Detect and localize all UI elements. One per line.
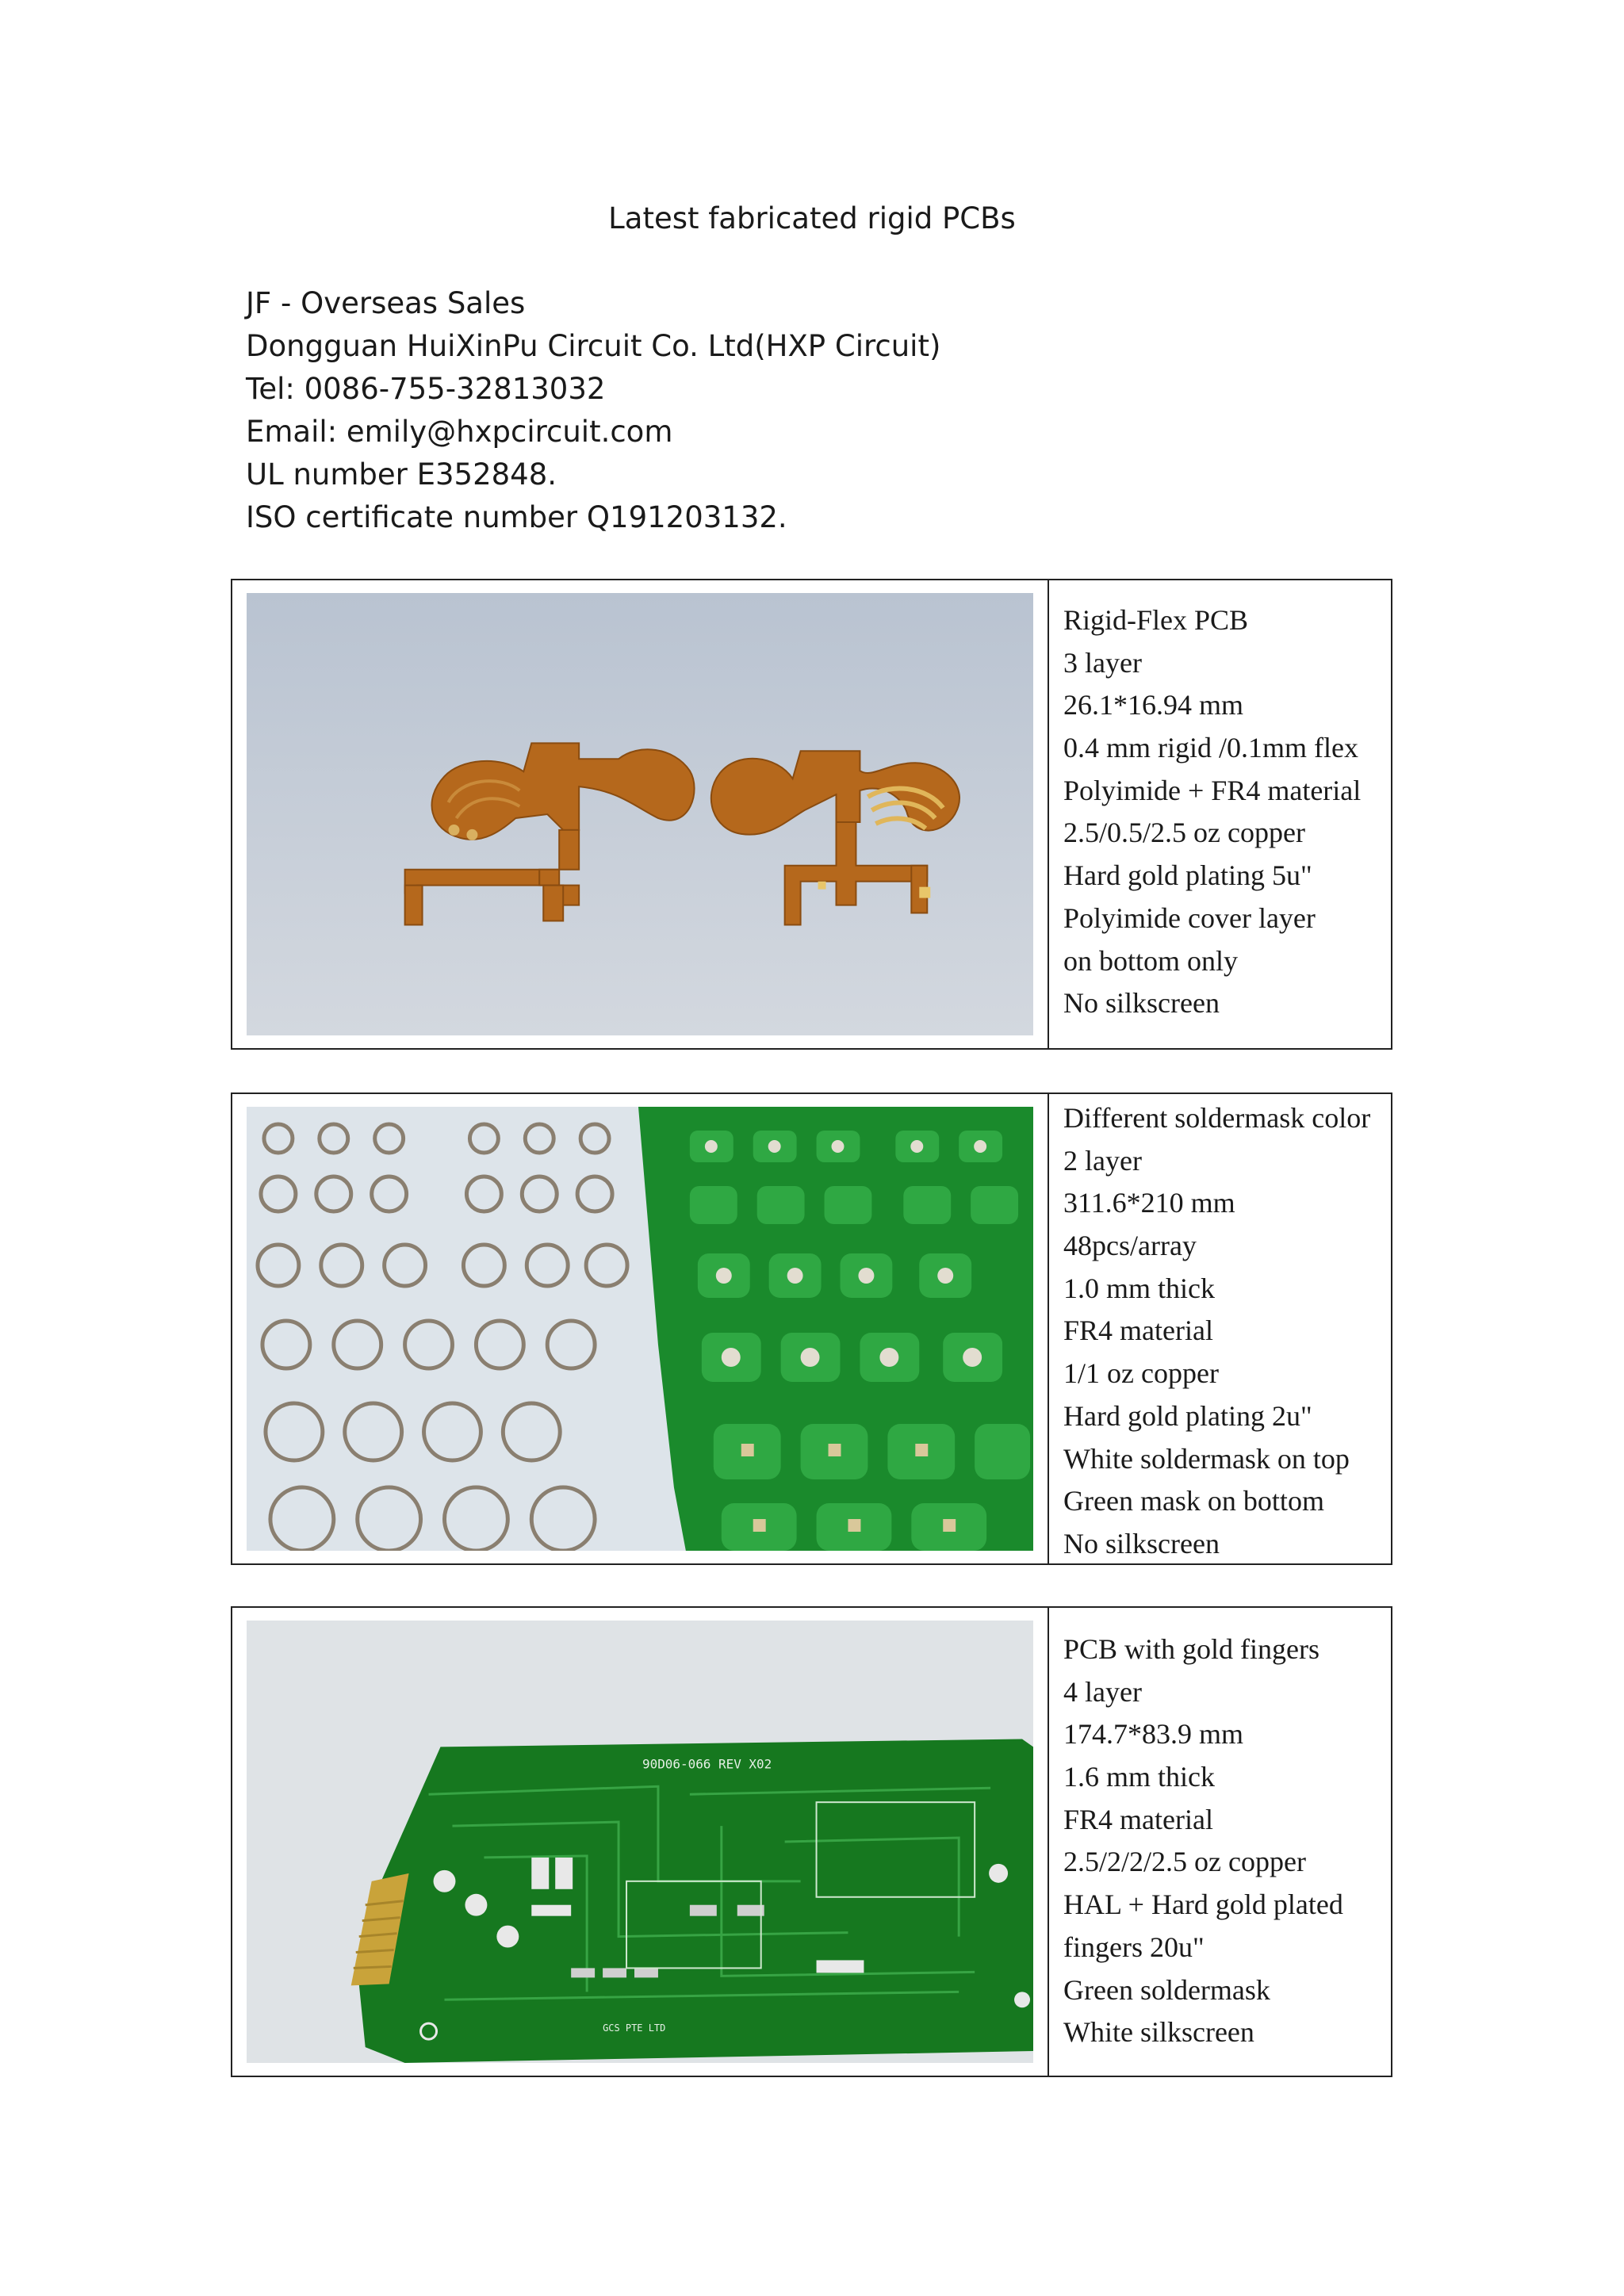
product-photo-cell <box>232 1608 1049 2076</box>
soldermask-panels-photo <box>247 1107 1033 1551</box>
spec-line: Hard gold plating 2u" <box>1063 1399 1312 1432</box>
spec-line: on bottom only <box>1063 944 1239 977</box>
board-silkscreen-label: 90D06-066 REV X02 <box>642 1756 772 1772</box>
spec-line: Hard gold plating 5u" <box>1063 859 1312 892</box>
product-spec-cell <box>1049 1608 1391 2076</box>
contact-ul-number: UL number E352848. <box>246 457 557 492</box>
spec-line: 26.1*16.94 mm <box>1063 689 1244 721</box>
spec-line: 2.5/2/2/2.5 oz copper <box>1063 1846 1306 1878</box>
spec-line: 311.6*210 mm <box>1063 1187 1235 1219</box>
spec-line: HAL + Hard gold plated <box>1063 1888 1343 1921</box>
contact-tel: Tel: 0086-755-32813032 <box>246 372 606 406</box>
spec-line: 1.6 mm thick <box>1063 1761 1215 1793</box>
spec-line: FR4 material <box>1063 1314 1213 1347</box>
spec-line: 174.7*83.9 mm <box>1063 1718 1244 1751</box>
spec-line: Green soldermask <box>1063 1973 1270 2006</box>
spec-line: Polyimide cover layer <box>1063 901 1316 934</box>
spec-line: 48pcs/array <box>1063 1230 1197 1262</box>
spec-line: Rigid-Flex PCB <box>1063 604 1249 636</box>
product-card-rigid-flex <box>231 579 1392 1050</box>
spec-line: Polyimide + FR4 material <box>1063 774 1362 806</box>
spec-line: 0.4 mm rigid /0.1mm flex <box>1063 732 1358 764</box>
spec-line: No silkscreen <box>1063 1527 1220 1559</box>
spec-line: fingers 20u" <box>1063 1931 1205 1963</box>
spec-line: PCB with gold fingers <box>1063 1633 1320 1665</box>
product-card-soldermask <box>231 1093 1392 1565</box>
product-spec-cell <box>1049 1094 1391 1563</box>
page-title: Latest fabricated rigid PCBs <box>608 201 1016 235</box>
spec-line: White soldermask on top <box>1063 1442 1350 1475</box>
product-photo-cell <box>232 580 1049 1048</box>
spec-line: 2.5/0.5/2.5 oz copper <box>1063 817 1305 849</box>
spec-line: FR4 material <box>1063 1803 1213 1835</box>
spec-line: 1.0 mm thick <box>1063 1272 1215 1304</box>
contact-company: Dongguan HuiXinPu Circuit Co. Ltd(HXP Circuit) <box>246 329 941 363</box>
spec-line: Green mask on bottom <box>1063 1485 1324 1517</box>
contact-email[interactable]: Email: emily@hxpcircuit.com <box>246 415 673 449</box>
contact-block <box>246 282 940 539</box>
spec-line: No silkscreen <box>1063 987 1220 1020</box>
spec-line: White silkscreen <box>1063 2016 1254 2049</box>
spec-line: 3 layer <box>1063 646 1142 679</box>
product-photo-cell <box>232 1094 1049 1563</box>
spec-line: 4 layer <box>1063 1675 1142 1708</box>
gold-finger-pcb-photo <box>247 1621 1033 2063</box>
spec-line: 1/1 oz copper <box>1063 1357 1219 1390</box>
product-spec-cell <box>1049 580 1391 1048</box>
svg-text:GCS PTE LTD: GCS PTE LTD <box>603 2022 666 2034</box>
spec-line: Different soldermask color <box>1063 1102 1371 1134</box>
product-card-gold-fingers <box>231 1606 1392 2077</box>
contact-sales: JF - Overseas Sales <box>246 286 526 320</box>
rigid-flex-pcb-photo <box>247 593 1033 1035</box>
spec-line: 2 layer <box>1063 1144 1142 1177</box>
contact-iso-number: ISO certificate number Q191203132. <box>246 500 787 534</box>
